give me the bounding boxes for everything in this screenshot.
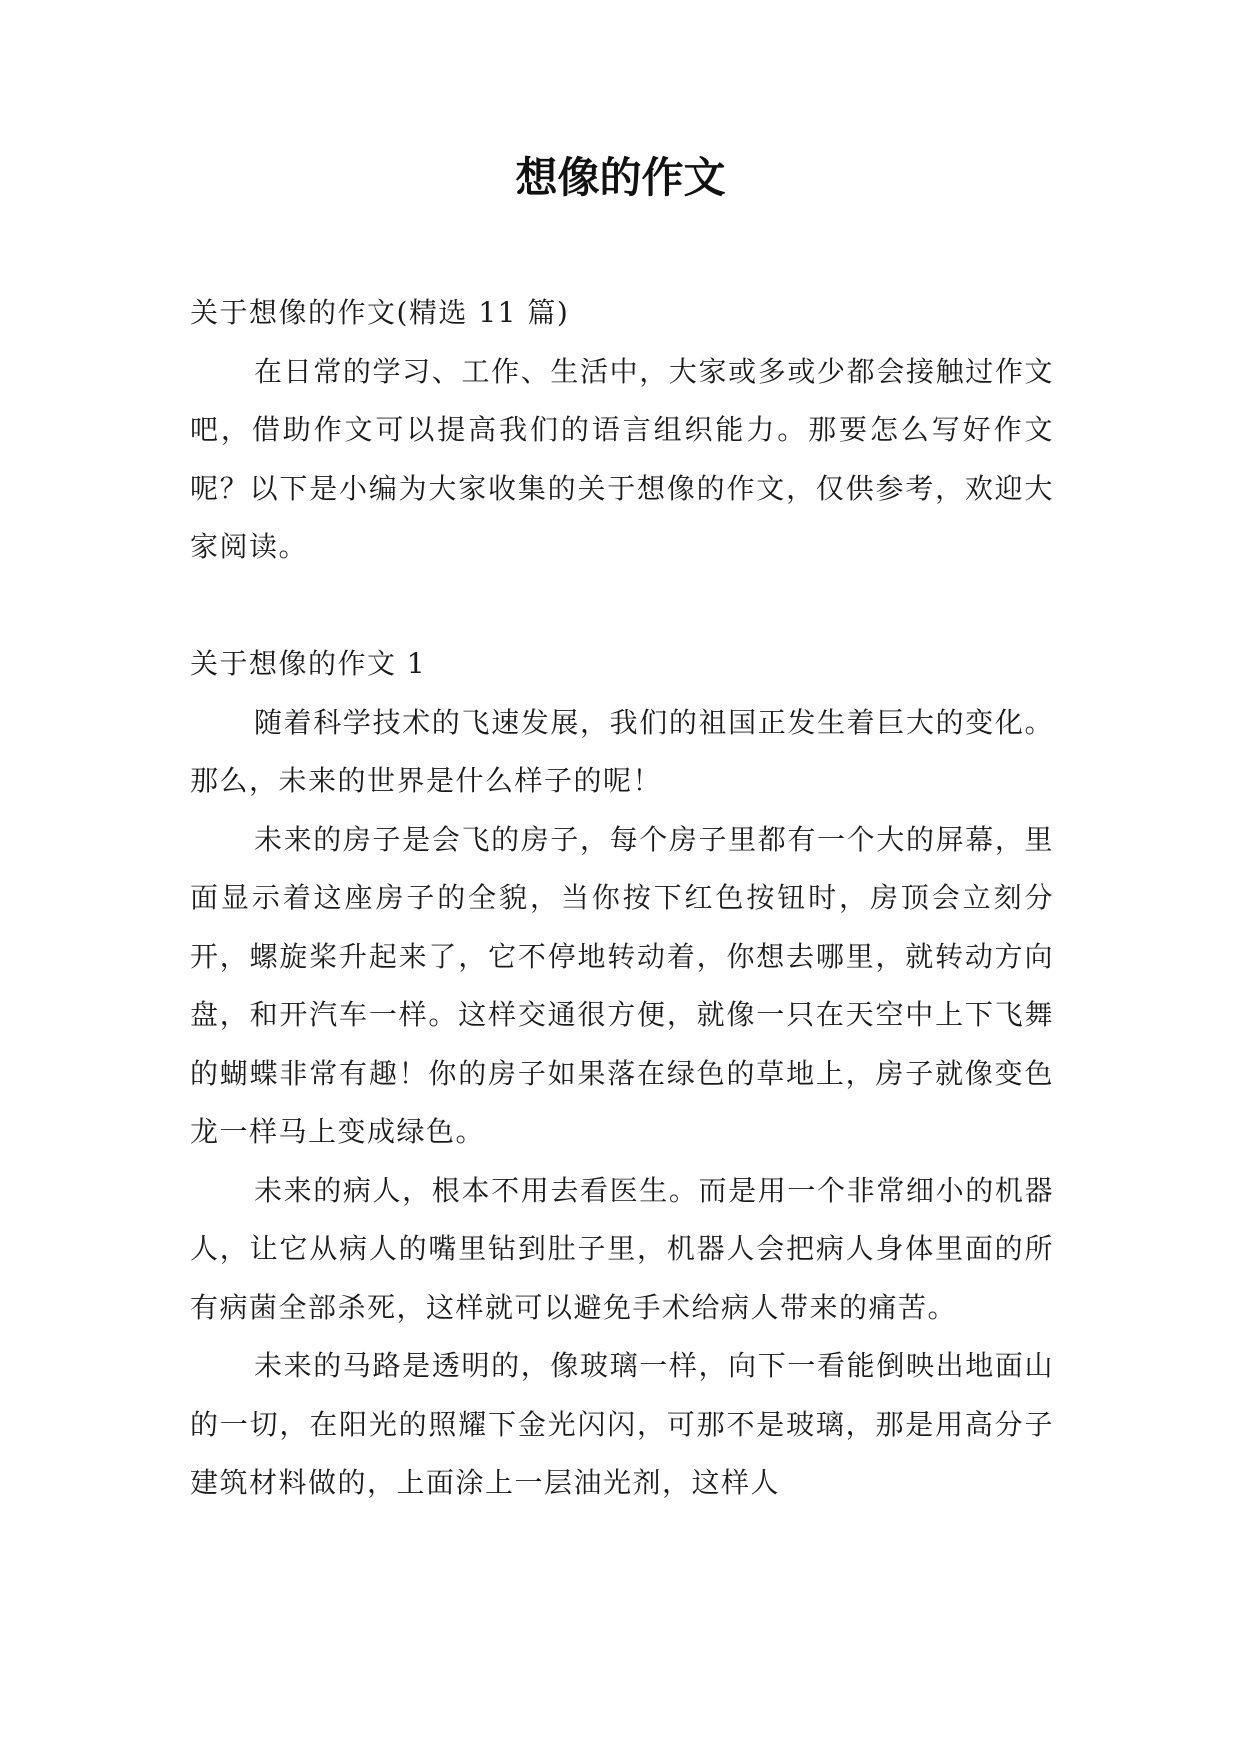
document-body [190,284,1054,1513]
intro-paragraph: 在日常的学习、工作、生活中，大家或多或少都会接触过作文吧，借助作文可以提高我们的语言组织能力。那要怎么写好作文呢？以下是小编为大家收集的关于想像的作文，仅供参考，欢迎大家阅读。 [190,354,1054,563]
blank-line [190,577,1054,636]
body-paragraph: 未来的房子是会飞的房子，每个房子里都有一个大的屏幕，里面显示着这座房子的全貌，当你按下红色按钮时，房顶会立刻分开，螺旋桨升起来了，它不停地转动着，你想去哪里，就转动方向盘，和开汽车一样。这样交通很方便，就像一只在天空中上下飞舞的蝴蝶非常有趣！你的房子如果落在绿色的草地上，房子就像变色龙一样马上变成绿色。 [190,822,1054,1148]
body-paragraph: 未来的病人，根本不用去看医生。而是用一个非常细小的机器人，让它从病人的嘴里钻到肚子里，机器人会把病人身体里面的所有病菌全部杀死，这样就可以避免手术给病人带来的痛苦。 [190,1173,1054,1324]
section-heading: 关于想像的作文 1 [190,647,427,680]
document-subtitle: 关于想像的作文(精选 11 篇) [190,296,570,329]
body-paragraph: 未来的马路是透明的，像玻璃一样，向下一看能倒映出地面山的一切，在阳光的照耀下金光闪闪，可那不是玻璃，那是用高分子建筑材料做的，上面涂上一层油光剂，这样人 [190,1349,1054,1499]
document-title: 想像的作文 [515,153,726,202]
body-paragraph: 随着科学技术的飞速发展，我们的祖国正发生着巨大的变化。那么，未来的世界是什么样子的呢！ [190,705,1054,797]
